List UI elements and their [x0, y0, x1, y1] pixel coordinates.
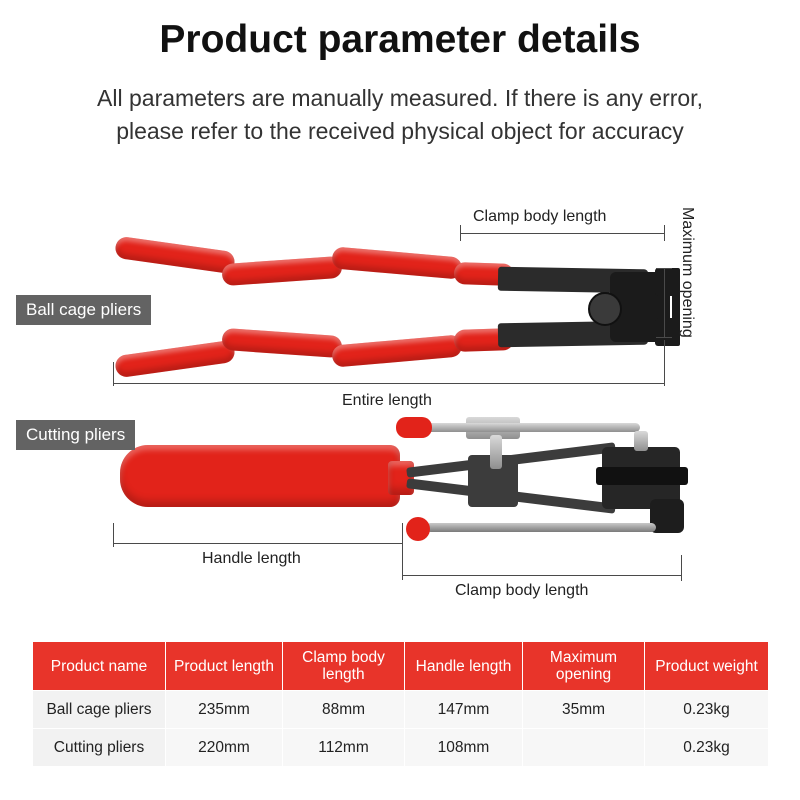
upper-handle-segment-3 — [331, 246, 462, 279]
table-head — [33, 642, 769, 691]
page-title: Product parameter details — [159, 18, 641, 61]
handle-length-label: Handle length — [202, 550, 301, 567]
parameter-table-wrapper — [32, 641, 768, 767]
clamp-body-length-top-label: Clamp body length — [473, 208, 607, 225]
clamp-body-length-top-tick-left — [460, 225, 461, 241]
lower-handle-segment-2 — [221, 328, 342, 358]
table-header-maximum-opening: Maximum opening — [523, 642, 645, 691]
table-header-clamp-body-length: Clamp body length — [283, 642, 405, 691]
cell-product-weight: 0.23kg — [645, 729, 769, 767]
clamp-body-length-bottom-tick-left — [402, 540, 403, 580]
cutting-pliers-illustration — [110, 425, 690, 560]
cell-clamp-body-length: 88mm — [283, 691, 405, 729]
rail-red-cap — [396, 417, 432, 438]
table-header-row — [33, 642, 769, 691]
cell-handle-length: 108mm — [405, 729, 523, 767]
entire-length-label: Entire length — [342, 392, 432, 409]
entire-length-tick-right — [664, 340, 665, 386]
clamp-body-length-bottom-label: Clamp body length — [455, 582, 589, 599]
tag-cutting-pliers: Cutting pliers — [16, 420, 135, 450]
handle-length-tick-left — [113, 523, 114, 547]
lower-handle-segment-1 — [114, 340, 236, 378]
tag-ball-cage-pliers: Ball cage pliers — [16, 295, 151, 325]
clamp-body-length-bottom-line — [402, 575, 682, 576]
page-subtitle: All parameters are manually measured. If there is any error, please refer to the received physical object for accuracy — [97, 85, 703, 144]
table-header-product-length: Product length — [166, 642, 283, 691]
clamp-body-screw-rod — [490, 435, 502, 469]
maximum-opening-tick-top — [656, 268, 672, 269]
entire-length-tick-left — [113, 362, 114, 386]
cell-handle-length: 147mm — [405, 691, 523, 729]
clamp-body-length-top-line — [460, 233, 665, 234]
cutting-pliers-handle — [120, 445, 400, 507]
maximum-opening-label: Maximum opening — [679, 207, 696, 338]
maximum-opening-line — [664, 268, 665, 338]
clamp-body-length-bottom-tick-right — [681, 555, 682, 581]
entire-length-line — [113, 383, 665, 384]
cell-product-name: Ball cage pliers — [33, 691, 166, 729]
lower-handle-segment-3 — [331, 334, 462, 367]
upper-handle-segment-1 — [114, 236, 236, 274]
maximum-opening-tick-bottom — [656, 337, 672, 338]
cell-product-name: Cutting pliers — [33, 729, 166, 767]
table-body — [33, 691, 769, 767]
jaw-pivot — [588, 292, 622, 326]
upper-handle-segment-2 — [221, 256, 342, 286]
table-header-product-name: Product name — [33, 642, 166, 691]
cell-clamp-body-length: 112mm — [283, 729, 405, 767]
table-row — [33, 729, 769, 767]
cell-maximum-opening — [523, 729, 645, 767]
clamp-head-band — [596, 467, 688, 485]
cell-product-length: 235mm — [166, 691, 283, 729]
table-header-product-weight: Product weight — [645, 642, 769, 691]
clamp-rail — [410, 423, 640, 432]
table-row — [33, 691, 769, 729]
clamp-body-length-top-tick-right — [664, 225, 665, 241]
diagram-area — [0, 190, 800, 630]
lower-curved-arm — [426, 523, 656, 532]
ball-cage-pliers-illustration — [110, 230, 670, 380]
parameter-table — [32, 641, 769, 767]
table-header-handle-length: Handle length — [405, 642, 523, 691]
cell-product-length: 220mm — [166, 729, 283, 767]
cell-maximum-opening: 35mm — [523, 691, 645, 729]
handle-length-line — [113, 543, 403, 544]
cell-product-weight: 0.23kg — [645, 691, 769, 729]
clamp-head-bolt — [634, 431, 648, 451]
lower-arm-ball-tip — [406, 517, 430, 541]
